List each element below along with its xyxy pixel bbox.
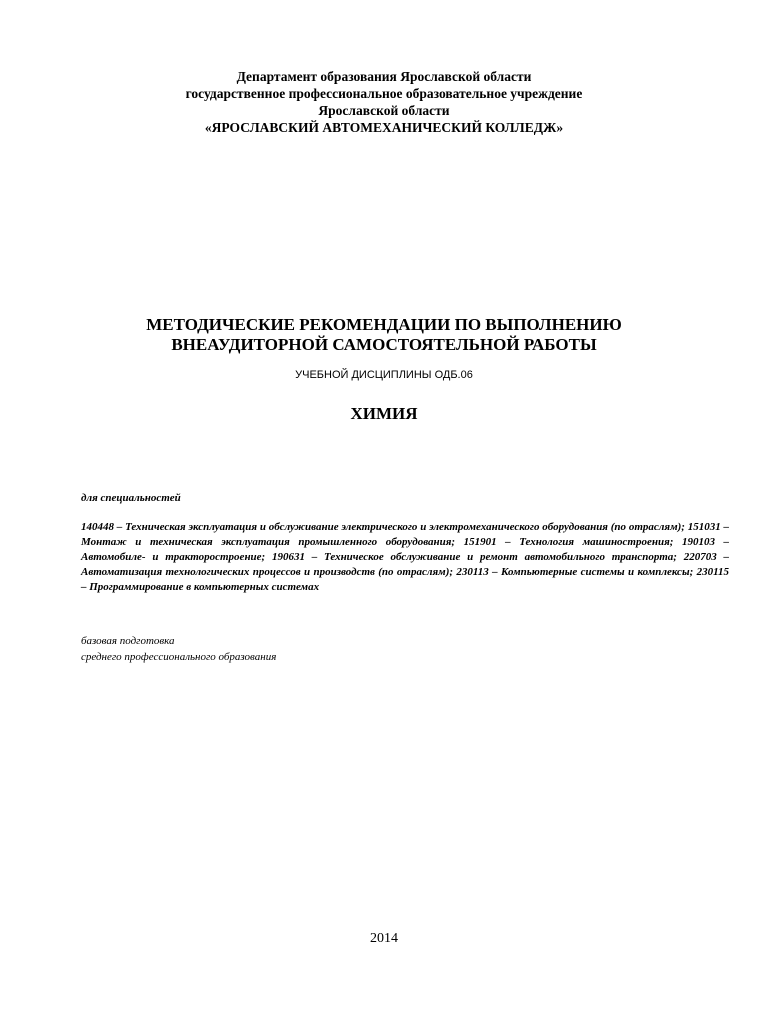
training-level bbox=[81, 633, 276, 665]
institution-header bbox=[40, 68, 728, 136]
document-title bbox=[40, 315, 728, 355]
training-line-1: базовая подготовка bbox=[81, 635, 175, 647]
discipline-code: УЧЕБНОЙ ДИСЦИПЛИНЫ ОДБ.06 bbox=[295, 369, 473, 381]
specialties-list: 140448 – Техническая эксплуатация и обслуживание электрического и электромеханического оборудования (по отраслям); 151031 – Монтаж и техническая эксплуатация промышленного оборудования; 151901 – Технология машиностроения; 190103 – Автомобиле- и тракторостроение; 190631 – Техническое обслуживание и ремонт автомобильного транспорта; 220703 – Автоматизация технологических процессов и производств (по отраслям); 230113 – Компьютерные системы и комплексы; 230115 – Программирование в компьютерных системах bbox=[81, 521, 729, 593]
title-line-1: МЕТОДИЧЕСКИЕ РЕКОМЕНДАЦИИ ПО ВЫПОЛНЕНИЮ bbox=[146, 315, 622, 334]
title-line-2: ВНЕАУДИТОРНОЙ САМОСТОЯТЕЛЬНОЙ РАБОТЫ bbox=[171, 335, 597, 354]
training-line-2: среднего профессионального образования bbox=[81, 651, 277, 663]
header-department: Департамент образования Ярославской области bbox=[236, 69, 532, 84]
header-region: Ярославской области bbox=[318, 103, 450, 118]
header-institution-type: государственное профессиональное образовательное учреждение bbox=[185, 86, 583, 101]
publication-year: 2014 bbox=[370, 931, 398, 946]
specialties-label: для специальностей bbox=[81, 492, 181, 504]
header-college-name: «ЯРОСЛАВСКИЙ АВТОМЕХАНИЧЕСКИЙ КОЛЛЕДЖ» bbox=[204, 120, 564, 135]
subject-title: ХИМИЯ bbox=[350, 404, 418, 423]
